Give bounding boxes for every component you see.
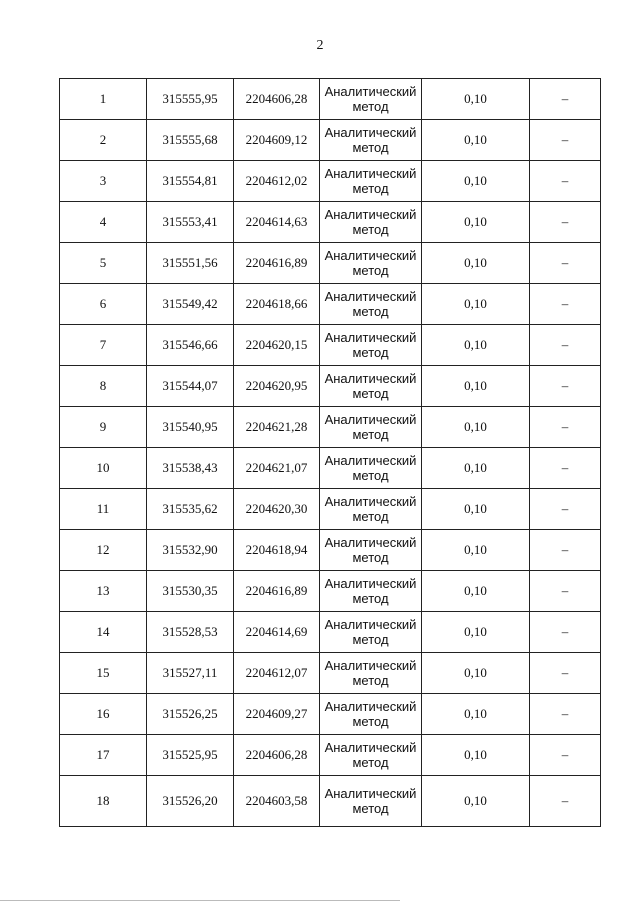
method-cell [320,735,422,776]
point-number-cell: 7 [60,325,147,366]
method-text: метод [352,801,389,816]
method-text: метод [352,263,389,278]
accuracy-cell: 0,10 [422,776,530,827]
y-coordinate-cell: 2204606,28 [234,735,320,776]
table-row [60,284,601,325]
method-cell [320,653,422,694]
point-number-cell: 9 [60,407,147,448]
point-number-cell: 10 [60,448,147,489]
accuracy-cell: 0,10 [422,571,530,612]
accuracy-cell: 0,10 [422,612,530,653]
table-row [60,735,601,776]
x-coordinate-cell: 315554,81 [147,161,234,202]
x-coordinate-cell: 315538,43 [147,448,234,489]
accuracy-cell: 0,10 [422,530,530,571]
point-number-cell: 6 [60,284,147,325]
y-coordinate-cell: 2204612,02 [234,161,320,202]
note-cell: – [530,284,601,325]
table-row [60,325,601,366]
point-number-cell: 2 [60,120,147,161]
coordinates-table [59,78,601,827]
method-text: метод [352,222,389,237]
table-row [60,612,601,653]
note-cell: – [530,407,601,448]
table-row [60,489,601,530]
method-cell [320,612,422,653]
note-cell: – [530,120,601,161]
x-coordinate-cell: 315544,07 [147,366,234,407]
x-coordinate-cell: 315549,42 [147,284,234,325]
method-text: Аналитический [324,699,417,714]
method-text: Аналитический [324,207,417,222]
method-text: Аналитический [324,576,417,591]
note-cell: – [530,694,601,735]
point-number-cell: 14 [60,612,147,653]
y-coordinate-cell: 2204603,58 [234,776,320,827]
method-cell [320,284,422,325]
method-cell [320,489,422,530]
method-text: метод [352,468,389,483]
note-cell: – [530,735,601,776]
method-text: Аналитический [324,412,417,427]
x-coordinate-cell: 315525,95 [147,735,234,776]
method-text: Аналитический [324,740,417,755]
accuracy-cell: 0,10 [422,735,530,776]
table-row [60,79,601,120]
note-cell: – [530,612,601,653]
y-coordinate-cell: 2204614,63 [234,202,320,243]
method-text: Аналитический [324,371,417,386]
note-cell: – [530,366,601,407]
page-bottom-line [0,900,400,901]
method-text: Аналитический [324,786,417,801]
method-cell [320,120,422,161]
x-coordinate-cell: 315555,95 [147,79,234,120]
method-text: метод [352,714,389,729]
note-cell: – [530,448,601,489]
note-cell: – [530,161,601,202]
method-text: Аналитический [324,453,417,468]
point-number-cell: 17 [60,735,147,776]
method-text: метод [352,140,389,155]
y-coordinate-cell: 2204618,94 [234,530,320,571]
point-number-cell: 15 [60,653,147,694]
note-cell: – [530,776,601,827]
method-cell [320,243,422,284]
method-cell [320,79,422,120]
method-cell [320,694,422,735]
method-text: Аналитический [324,289,417,304]
y-coordinate-cell: 2204614,69 [234,612,320,653]
x-coordinate-cell: 315555,68 [147,120,234,161]
method-text: метод [352,550,389,565]
method-cell [320,161,422,202]
method-text: метод [352,755,389,770]
table-row [60,366,601,407]
y-coordinate-cell: 2204612,07 [234,653,320,694]
accuracy-cell: 0,10 [422,243,530,284]
accuracy-cell: 0,10 [422,284,530,325]
point-number-cell: 5 [60,243,147,284]
page-number: 2 [316,38,324,53]
x-coordinate-cell: 315546,66 [147,325,234,366]
method-text: Аналитический [324,617,417,632]
table-body [60,79,601,827]
method-text: метод [352,386,389,401]
method-text: Аналитический [324,535,417,550]
method-text: Аналитический [324,84,417,99]
accuracy-cell: 0,10 [422,694,530,735]
note-cell: – [530,489,601,530]
table-row [60,243,601,284]
method-text: Аналитический [324,248,417,263]
note-cell: – [530,202,601,243]
x-coordinate-cell: 315527,11 [147,653,234,694]
point-number-cell: 11 [60,489,147,530]
accuracy-cell: 0,10 [422,120,530,161]
table-row [60,407,601,448]
method-cell [320,530,422,571]
table-row [60,120,601,161]
y-coordinate-cell: 2204621,28 [234,407,320,448]
method-text: метод [352,673,389,688]
x-coordinate-cell: 315553,41 [147,202,234,243]
accuracy-cell: 0,10 [422,325,530,366]
y-coordinate-cell: 2204620,95 [234,366,320,407]
accuracy-cell: 0,10 [422,79,530,120]
x-coordinate-cell: 315540,95 [147,407,234,448]
method-cell [320,366,422,407]
y-coordinate-cell: 2204620,15 [234,325,320,366]
table-row [60,776,601,827]
x-coordinate-cell: 315526,25 [147,694,234,735]
point-number-cell: 3 [60,161,147,202]
method-cell [320,407,422,448]
y-coordinate-cell: 2204609,12 [234,120,320,161]
method-text: Аналитический [324,494,417,509]
table-row [60,530,601,571]
x-coordinate-cell: 315528,53 [147,612,234,653]
y-coordinate-cell: 2204620,30 [234,489,320,530]
method-text: Аналитический [324,125,417,140]
method-text: метод [352,591,389,606]
y-coordinate-cell: 2204616,89 [234,571,320,612]
accuracy-cell: 0,10 [422,407,530,448]
method-text: метод [352,632,389,647]
note-cell: – [530,653,601,694]
point-number-cell: 8 [60,366,147,407]
note-cell: – [530,325,601,366]
y-coordinate-cell: 2204621,07 [234,448,320,489]
point-number-cell: 12 [60,530,147,571]
x-coordinate-cell: 315526,20 [147,776,234,827]
point-number-cell: 16 [60,694,147,735]
accuracy-cell: 0,10 [422,161,530,202]
method-text: Аналитический [324,330,417,345]
method-cell [320,448,422,489]
point-number-cell: 1 [60,79,147,120]
method-cell [320,202,422,243]
note-cell: – [530,530,601,571]
y-coordinate-cell: 2204618,66 [234,284,320,325]
note-cell: – [530,571,601,612]
method-text: Аналитический [324,166,417,181]
method-text: Аналитический [324,658,417,673]
x-coordinate-cell: 315530,35 [147,571,234,612]
method-text: метод [352,181,389,196]
accuracy-cell: 0,10 [422,489,530,530]
y-coordinate-cell: 2204616,89 [234,243,320,284]
method-text: метод [352,99,389,114]
method-cell [320,571,422,612]
x-coordinate-cell: 315535,62 [147,489,234,530]
table-row [60,653,601,694]
accuracy-cell: 0,10 [422,366,530,407]
method-text: метод [352,427,389,442]
x-coordinate-cell: 315532,90 [147,530,234,571]
table-row [60,694,601,735]
table-row [60,571,601,612]
point-number-cell: 4 [60,202,147,243]
accuracy-cell: 0,10 [422,653,530,694]
note-cell: – [530,243,601,284]
method-cell [320,325,422,366]
method-text: метод [352,509,389,524]
method-text: метод [352,304,389,319]
accuracy-cell: 0,10 [422,448,530,489]
note-cell: – [530,79,601,120]
table-row [60,202,601,243]
point-number-cell: 13 [60,571,147,612]
y-coordinate-cell: 2204606,28 [234,79,320,120]
accuracy-cell: 0,10 [422,202,530,243]
method-cell [320,776,422,827]
point-number-cell: 18 [60,776,147,827]
table-row [60,161,601,202]
method-text: метод [352,345,389,360]
x-coordinate-cell: 315551,56 [147,243,234,284]
table-row [60,448,601,489]
y-coordinate-cell: 2204609,27 [234,694,320,735]
